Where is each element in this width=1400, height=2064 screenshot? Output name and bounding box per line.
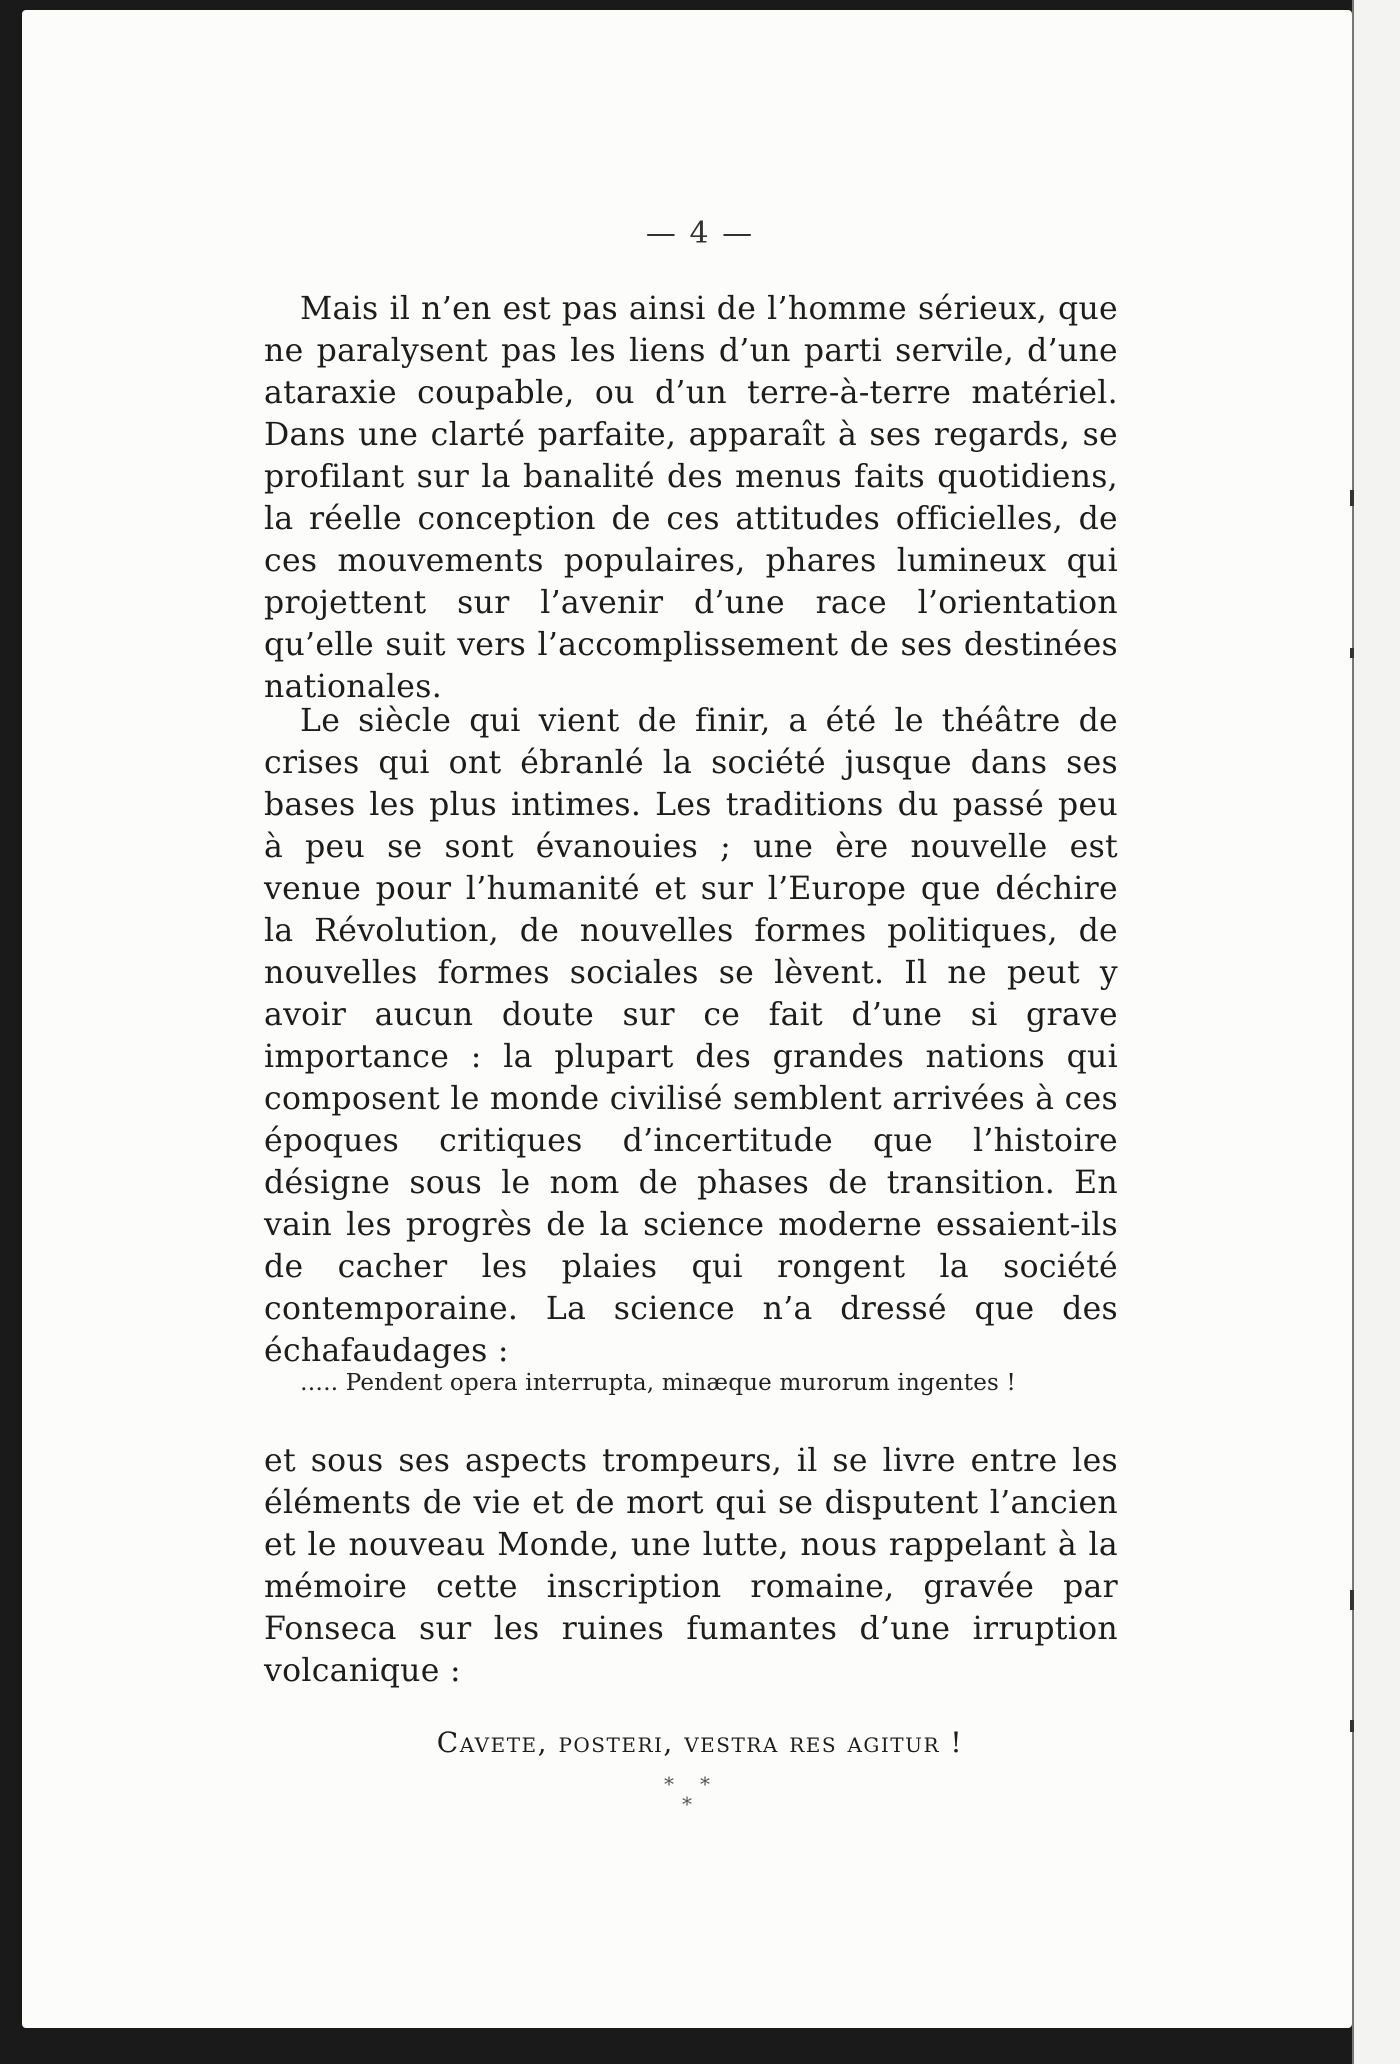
- asterism-star: *: [700, 1772, 710, 1796]
- paragraph-1: Mais il n’en est pas ainsi de l’homme sérieux, que ne paralysent pas les liens d’un parti servile, d’une ataraxie coupable, ou d’un terre-à-terre matériel. Dans une clarté parfaite, apparaît à ses regards, se profilant sur la banalité des menus faits quotidiens, la réelle conception de ces attitudes officielles, de ces mouvements populaires, phares lumineux qui projettent sur l’avenir d’une race l’orientation qu’elle suit vers l’accomplissement de ses destinées nationales.: [264, 291, 1118, 705]
- paragraph-3: et sous ses aspects trompeurs, il se livre entre les éléments de vie et de mort qui se disputent l’ancien et le nouveau Monde, une lutte, nous rappelant à la mémoire cette inscription romaine, gravée par Fonseca sur les ruines fumantes d’une irruption volcanique :: [264, 1443, 1118, 1689]
- edge-mark: [1350, 1590, 1354, 1610]
- edge-mark: [1350, 648, 1354, 658]
- latin-inscription: Cavete, posteri, vestra res agitur !: [436, 1726, 964, 1759]
- page-number: — 4 —: [645, 216, 755, 251]
- asterism-star: *: [682, 1792, 692, 1816]
- edge-mark: [1350, 490, 1354, 506]
- asterism-ornament: [660, 1772, 720, 1822]
- latin-quote: ….. Pendent opera interrupta, minæque murorum ingentes !: [300, 1370, 1017, 1396]
- paragraph-2: Le siècle qui vient de finir, a été le théâtre de crises qui ont ébranlé la société jusque dans ses bases les plus intimes. Les traditions du passé peu à peu se sont évanouies ; une ère nouvelle est venue pour l’humanité et sur l’Europe que déchire la Révolution, de nouvelles formes politiques, de nouvelles formes sociales se lèvent. Il ne peut y avoir aucun doute sur ce fait d’une si grave importance : la plupart des grandes nations qui composent le monde civilisé semblent arrivées à ces époques critiques d’incertitude que l’histoire désigne sous le nom de phases de transition. En vain les progrès de la science moderne essaient-ils de cacher les plaies qui rongent la société contemporaine. La science n’a dressé que des échafaudages :: [264, 703, 1118, 1369]
- asterism-star: *: [664, 1772, 674, 1796]
